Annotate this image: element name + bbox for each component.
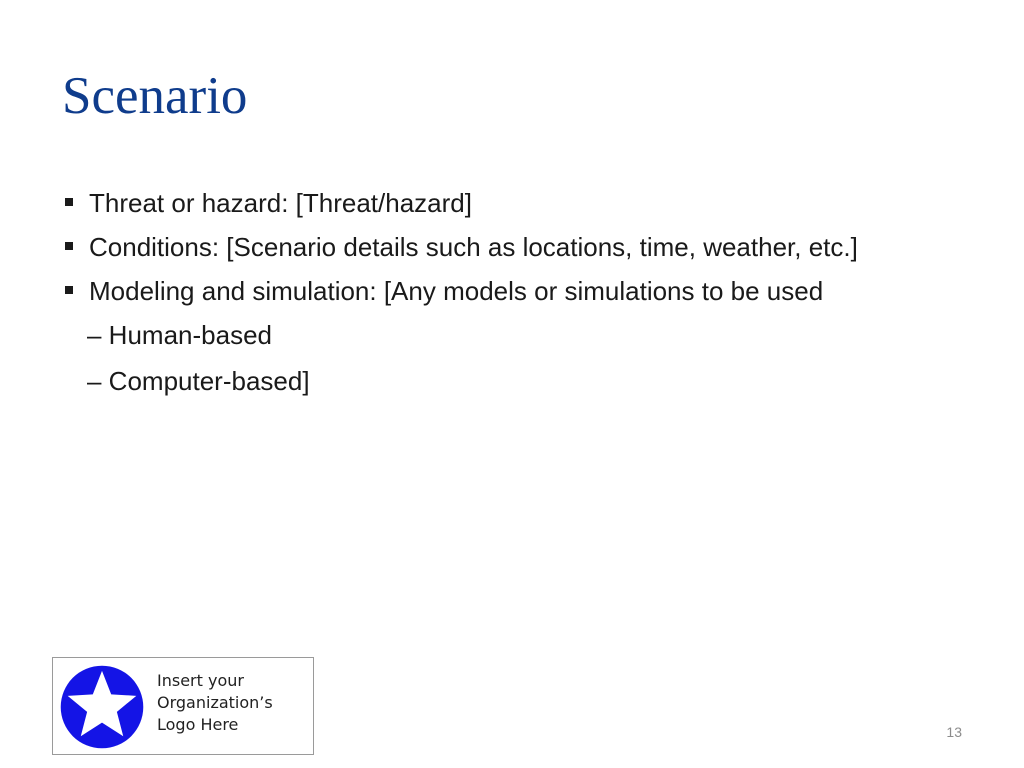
page-number: 13 — [946, 724, 962, 740]
bullet-item-conditions — [62, 228, 962, 266]
bullet-text: Conditions: [Scenario details such as locations, time, weather, etc.] — [89, 232, 858, 262]
square-bullet-icon — [65, 286, 73, 294]
bullet-list — [62, 184, 962, 400]
bullet-text: Modeling and simulation: [Any models or simulations to be used — [89, 276, 824, 306]
square-bullet-icon — [65, 198, 73, 206]
logo-caption — [157, 670, 309, 736]
bullet-item-modeling — [62, 272, 962, 400]
star-icon — [59, 664, 145, 750]
bullet-text: Threat or hazard: [Threat/hazard] — [89, 188, 472, 218]
logo-caption-line: Logo Here — [157, 715, 239, 734]
sub-bullet-list — [87, 316, 962, 400]
organization-logo-placeholder — [52, 657, 314, 755]
logo-caption-line: Insert your — [157, 671, 244, 690]
logo-caption-line: Organization’s — [157, 693, 273, 712]
slide-title: Scenario — [62, 67, 248, 125]
bullet-item-threat — [62, 184, 962, 222]
sub-bullet-human-based: – Human-based — [87, 320, 272, 350]
slide-body — [62, 184, 962, 408]
sub-bullet-computer-based: – Computer-based] — [87, 366, 310, 396]
square-bullet-icon — [65, 242, 73, 250]
